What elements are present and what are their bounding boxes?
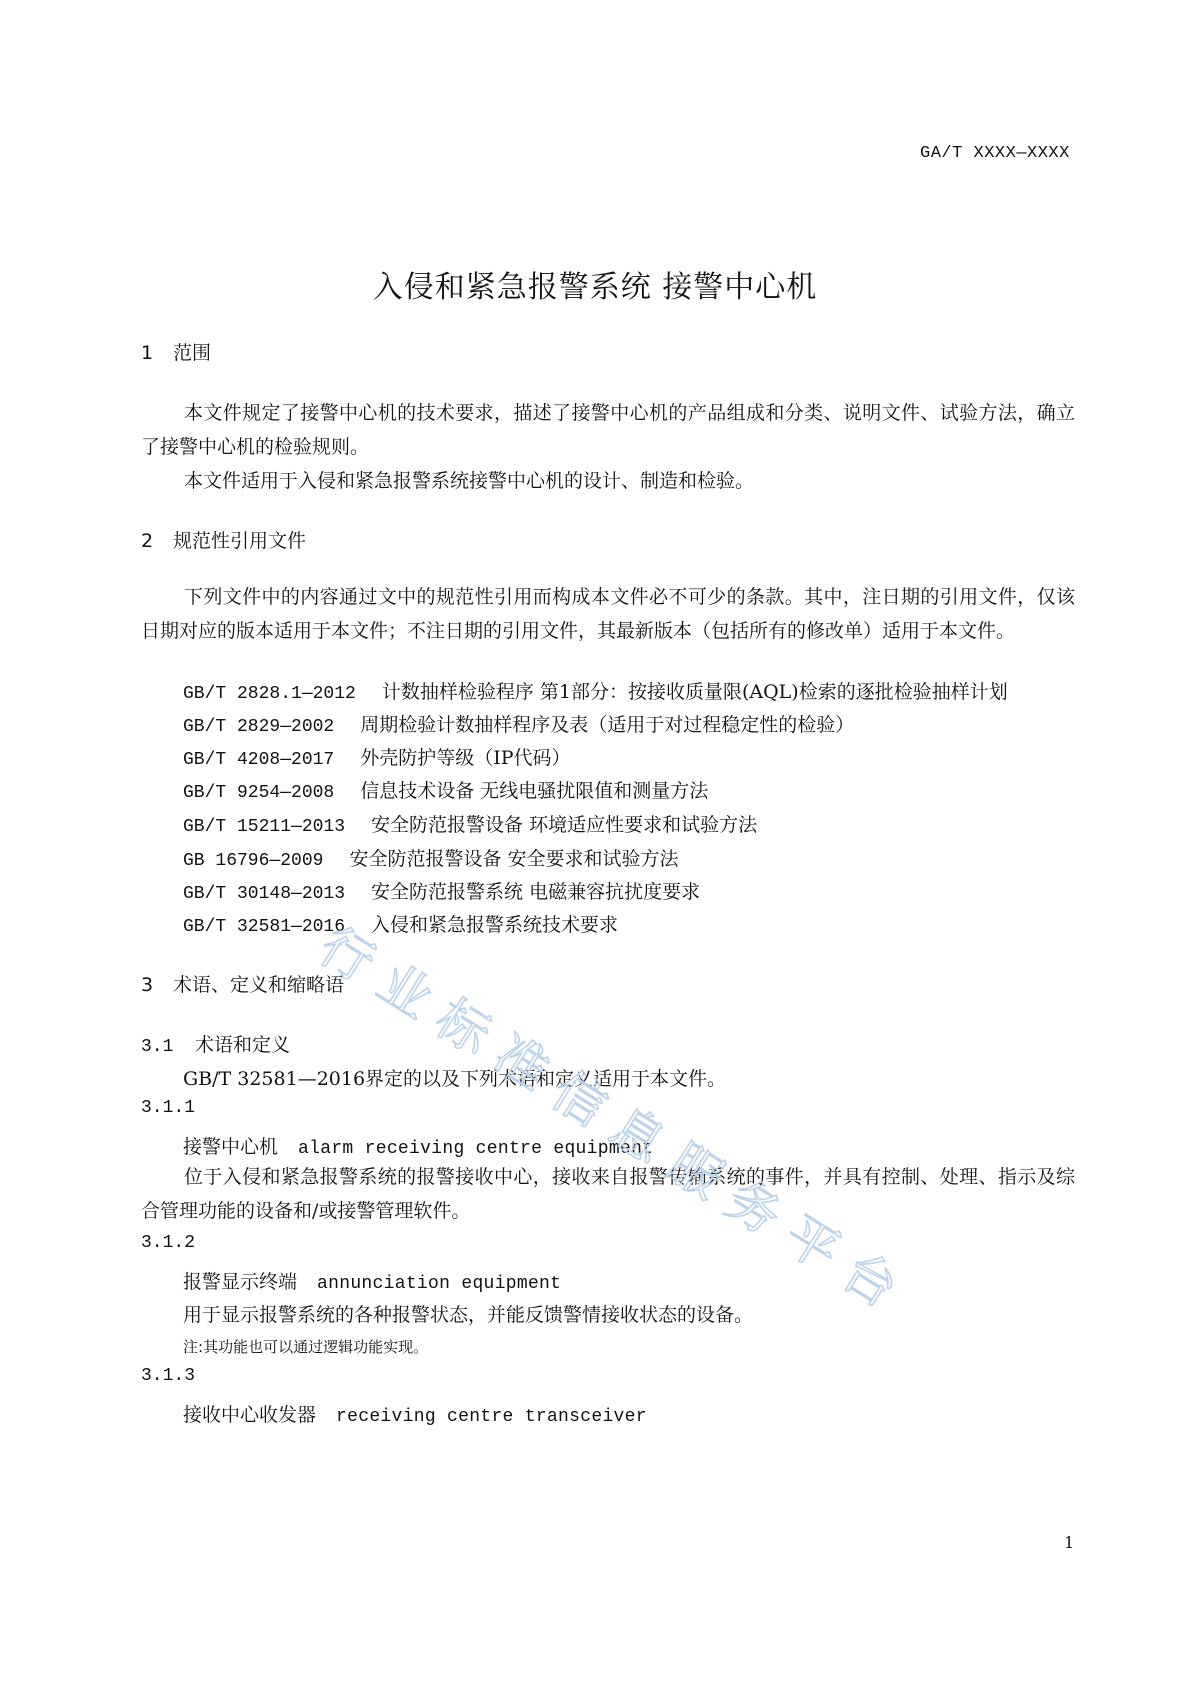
reference-title: 周期检验计数抽样程序及表（适用于对过程稳定性的检验）	[360, 714, 855, 736]
term-number: 3.1.1	[141, 1098, 196, 1118]
section-title: 术语、定义和缩略语	[173, 974, 345, 996]
subsection-heading-terms-definitions	[141, 1030, 290, 1057]
term-english: annunciation equipment	[317, 1274, 562, 1294]
reference-code: GB/T 9254—2008	[183, 783, 335, 803]
watermark-char: 业	[366, 952, 443, 1031]
reference-code: GB/T 2828.1—2012	[183, 684, 356, 704]
watermark-char: 息	[599, 1096, 676, 1176]
term-heading	[183, 1400, 647, 1427]
reference-code: GB 16796—2009	[183, 851, 324, 871]
watermark-char: 准	[482, 1024, 559, 1104]
reference-title: 安全防范报警设备 环境适应性要求和试验方法	[371, 814, 758, 836]
document-code: GA/T XXXX—XXXX	[920, 144, 1070, 163]
section-title: 规范性引用文件	[173, 530, 307, 552]
reference-item	[183, 844, 678, 871]
term-definition: 用于显示报警系统的各种报警状态，并能反馈警情接收状态的设备。	[183, 1304, 754, 1326]
watermark-char: 服	[657, 1132, 734, 1212]
term-english: receiving centre transceiver	[336, 1407, 647, 1427]
reference-code: GB/T 2829—2002	[183, 717, 335, 737]
reference-title: 计数抽样检验程序 第1部分：按接收质量限(AQL)检索的逐批检验抽样计划	[381, 681, 1008, 703]
term-chinese: 接收中心收发器	[183, 1404, 317, 1426]
reference-item	[183, 877, 700, 904]
reference-title: 安全防范报警设备 安全要求和试验方法	[349, 848, 679, 870]
term-note	[183, 1336, 428, 1357]
watermark-char: 台	[831, 1241, 908, 1320]
section-heading-normative-references	[141, 526, 306, 553]
watermark-char: 信	[541, 1060, 617, 1140]
watermark-char: 行	[308, 916, 385, 995]
note-label: 注:	[183, 1338, 204, 1356]
section-title: 范围	[173, 342, 212, 364]
section-number: 1	[141, 342, 154, 364]
watermark-char: 务	[715, 1169, 792, 1248]
reference-item	[183, 677, 1008, 704]
reference-item	[183, 910, 618, 937]
reference-title: 信息技术设备 无线电骚扰限值和测量方法	[360, 780, 709, 802]
reference-item	[183, 743, 571, 770]
reference-item	[183, 710, 854, 737]
section-heading-terms	[141, 970, 344, 997]
reference-code: GB/T 15211—2013	[183, 817, 346, 837]
term-chinese: 接警中心机	[183, 1136, 279, 1158]
reference-code: GB/T 4208—2017	[183, 750, 335, 770]
section-number: 2	[141, 530, 154, 552]
term-number: 3.1.3	[141, 1366, 196, 1386]
scope-paragraph-1: 本文件规定了接警中心机的技术要求，描述了接警中心机的产品组成和分类、说明文件、试验方法，确立了接警中心机的检验规则。	[141, 402, 1075, 458]
reference-title: 外壳防护等级（IP代码）	[360, 747, 571, 769]
subsection-number: 3.1	[141, 1037, 174, 1057]
term-heading	[183, 1132, 653, 1159]
reference-code: GB/T 32581—2016	[183, 917, 346, 937]
reference-title: 入侵和紧急报警系统技术要求	[371, 914, 619, 936]
term-heading	[183, 1267, 561, 1294]
watermark-char: 平	[773, 1205, 850, 1284]
term-chinese: 报警显示终端	[183, 1271, 298, 1293]
term-number: 3.1.2	[141, 1233, 196, 1253]
watermark-char: 标	[424, 988, 501, 1067]
term-definition: 位于入侵和紧急报警系统的报警接收中心，接收来自报警传输系统的事件，并具有控制、处理、指示及综合管理功能的设备和/或接警管理软件。	[141, 1166, 1075, 1222]
document-title: 入侵和紧急报警系统 接警中心机	[372, 270, 818, 305]
terms-intro: GB/T 32581—2016界定的以及下列术语和定义适用于本文件。	[183, 1068, 727, 1090]
page-number: 1	[1064, 1533, 1075, 1552]
section-number: 3	[141, 974, 154, 996]
subsection-title: 术语和定义	[195, 1034, 291, 1056]
references-intro-paragraph: 下列文件中的内容通过文中的规范性引用而构成本文件必不可少的条款。其中，注日期的引用文件，仅该日期对应的版本适用于本文件；不注日期的引用文件，其最新版本（包括所有的修改单）适用于本文件。	[141, 586, 1075, 642]
reference-title: 安全防范报警系统 电磁兼容抗扰度要求	[371, 881, 701, 903]
section-heading-scope	[141, 338, 211, 365]
reference-item	[183, 776, 708, 803]
term-english: alarm receiving centre equipment	[298, 1139, 654, 1159]
scope-paragraph-2: 本文件适用于入侵和紧急报警系统接警中心机的设计、制造和检验。	[184, 470, 755, 492]
note-text: 其功能也可以通过逻辑功能实现。	[203, 1338, 429, 1356]
reference-item	[183, 810, 757, 837]
reference-code: GB/T 30148—2013	[183, 884, 346, 904]
